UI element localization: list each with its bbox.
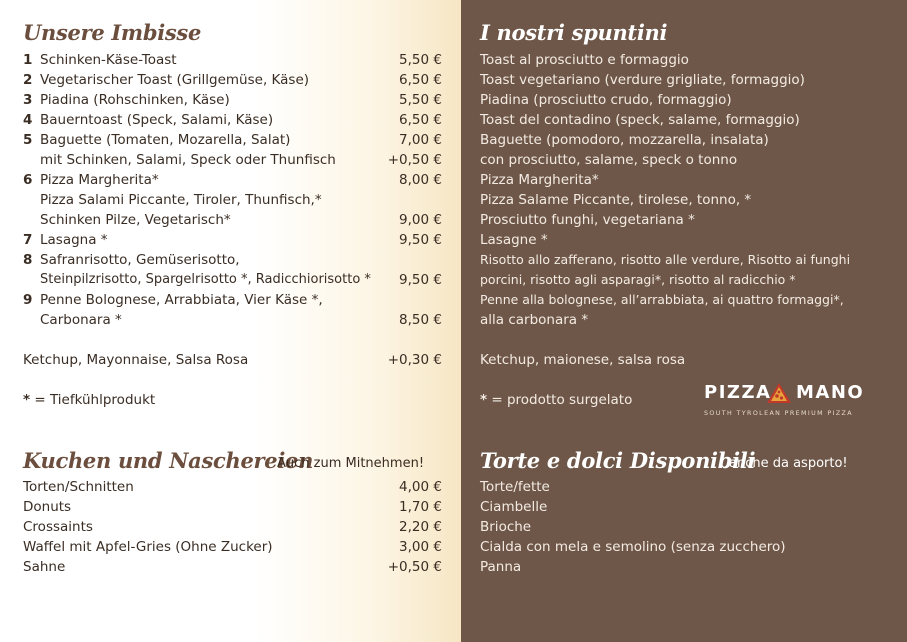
item-text: mit Schinken, Salami, Speck oder Thunfisch [40,152,336,168]
note-star: * [23,392,31,408]
item-text: Safranrisotto, Gemüserisotto, [40,252,240,268]
item-price: 5,50 € [399,52,442,68]
menu-item [23,290,442,310]
dessert-price: 1,70 € [399,499,442,515]
item-text: Baguette (Tomaten, Mozarella, Salat) [40,132,291,148]
frozen-note [480,390,632,410]
item-number: 9 [23,292,33,308]
menu-item: Pizza Salame Piccante, tirolese, tonno, * [480,192,752,208]
item-text: Penne Bolognese, Arrabbiata, Vier Käse *, [40,292,323,308]
menu-item [23,210,442,230]
menu-item [23,90,442,110]
item-text: Lasagna * [40,232,108,248]
menu-item: Piadina (prosciutto crudo, formaggio) [480,92,732,108]
item-text: Vegetarischer Toast (Grillgemüse, Käse) [40,72,310,88]
pizza-mano-logo [704,382,865,424]
sauces-row [23,350,442,370]
item-price: 8,00 € [399,172,442,188]
dessert-item [23,477,442,497]
menu-item: Toast vegetariano (verdure grigliate, formaggio) [480,72,805,88]
menu-item [23,50,442,70]
item-price: 5,50 € [399,92,442,108]
item-price: 7,00 € [399,132,442,148]
item-price: 9,50 € [399,272,442,288]
item-text: Schinken Pilze, Vegetarisch* [40,212,231,228]
item-number: 6 [23,172,33,188]
dessert-text: Crossaints [23,519,93,535]
sauces-price: +0,30 € [387,352,442,368]
menu-item [23,150,442,170]
menu-item: Risotto allo zafferano, risotto alle verdure, Risotto ai funghi [480,252,851,267]
item-price: 9,00 € [399,212,442,228]
german-title: Unsere Imbisse [23,20,202,45]
italian-title: I nostri spuntini [480,20,668,45]
menu-item: con prosciutto, salame, speck o tonno [480,152,738,168]
item-number: 7 [23,232,33,248]
menu-item [23,170,442,190]
logo-word-pizza: PIZZA [704,382,772,403]
menu-item [23,270,442,290]
sauces-text: Ketchup, maionese, salsa rosa [480,352,686,368]
menu-item: Prosciutto funghi, vegetariana * [480,212,695,228]
item-text: Steinpilzrisotto, Spargelrisotto *, Radicchiorisotto * [40,272,371,287]
item-number: 5 [23,132,33,148]
pizza-slice-icon [766,382,792,404]
note-text: = Tiefkühlprodukt [30,392,156,408]
menu-item: Toast al prosciutto e formaggio [480,52,689,68]
dessert-item [23,537,442,557]
menu-item [23,250,442,270]
item-text: Carbonara * [40,312,122,328]
item-price: 9,50 € [399,232,442,248]
italian-desserts-title: Torte e dolci Disponibili [480,448,756,473]
item-text: Bauerntoast (Speck, Salami, Käse) [40,112,274,128]
frozen-note [23,390,442,410]
note-text: = prodotto surgelato [487,392,633,408]
menu-item: porcini, risotto agli asparagi*, risotto al radicchio * [480,272,796,287]
dessert-item [23,497,442,517]
dessert-price: +0,50 € [387,559,442,575]
dessert-item: Cialda con mela e semolino (senza zucchero) [480,539,786,555]
item-price: 6,50 € [399,72,442,88]
dessert-price: 4,00 € [399,479,442,495]
dessert-price: 2,20 € [399,519,442,535]
menu-item: Pizza Margherita* [480,172,599,188]
menu-item: Baguette (pomodoro, mozzarella, insalata) [480,132,769,148]
dessert-item: Panna [480,559,522,575]
item-number: 2 [23,72,33,88]
dessert-text: Sahne [23,559,66,575]
menu-item [23,230,442,250]
dessert-price: 3,00 € [399,539,442,555]
dessert-item: Ciambelle [480,499,548,515]
item-number: 3 [23,92,33,108]
dessert-item: Brioche [480,519,532,535]
dessert-text: Donuts [23,499,72,515]
logo-word-mano: MANO [796,382,865,403]
dessert-item [23,517,442,537]
menu-item [23,310,442,330]
item-text: Pizza Salami Piccante, Tiroler, Thunfisch,* [40,192,322,208]
dessert-text: Waffel mit Apfel-Gries (Ohne Zucker) [23,539,273,555]
item-price: +0,50 € [387,152,442,168]
item-text: Schinken-Käse-Toast [40,52,177,68]
menu-item: alla carbonara * [480,312,589,328]
german-desserts-title: Kuchen und Naschereien [23,448,314,473]
menu-item [23,130,442,150]
item-text: Piadina (Rohschinken, Käse) [40,92,230,108]
item-number: 8 [23,252,33,268]
italian-panel [461,0,907,642]
menu-item [23,190,442,210]
sauces-text: Ketchup, Mayonnaise, Salsa Rosa [23,352,249,368]
item-text: Pizza Margherita* [40,172,159,188]
menu-item: Lasagne * [480,232,548,248]
menu-item [23,70,442,90]
dessert-item [23,557,442,577]
item-number: 4 [23,112,33,128]
logo-tagline: SOUTH TYROLEAN PREMIUM PIZZA [704,410,853,417]
dessert-item: Torte/fette [480,479,550,495]
item-number: 1 [23,52,33,68]
item-price: 6,50 € [399,112,442,128]
menu-item: Toast del contadino (speck, salame, formaggio) [480,112,800,128]
menu-item: Penne alla bolognese, all’arrabbiata, ai quattro formaggi*, [480,292,844,307]
dessert-text: Torten/Schnitten [23,479,134,495]
note-star: * [480,392,488,408]
italian-takeaway-note: anche da asporto! [729,456,848,471]
item-price: 8,50 € [399,312,442,328]
german-takeaway-note: Auch zum Mitnehmen! [277,456,425,471]
menu-item [23,110,442,130]
